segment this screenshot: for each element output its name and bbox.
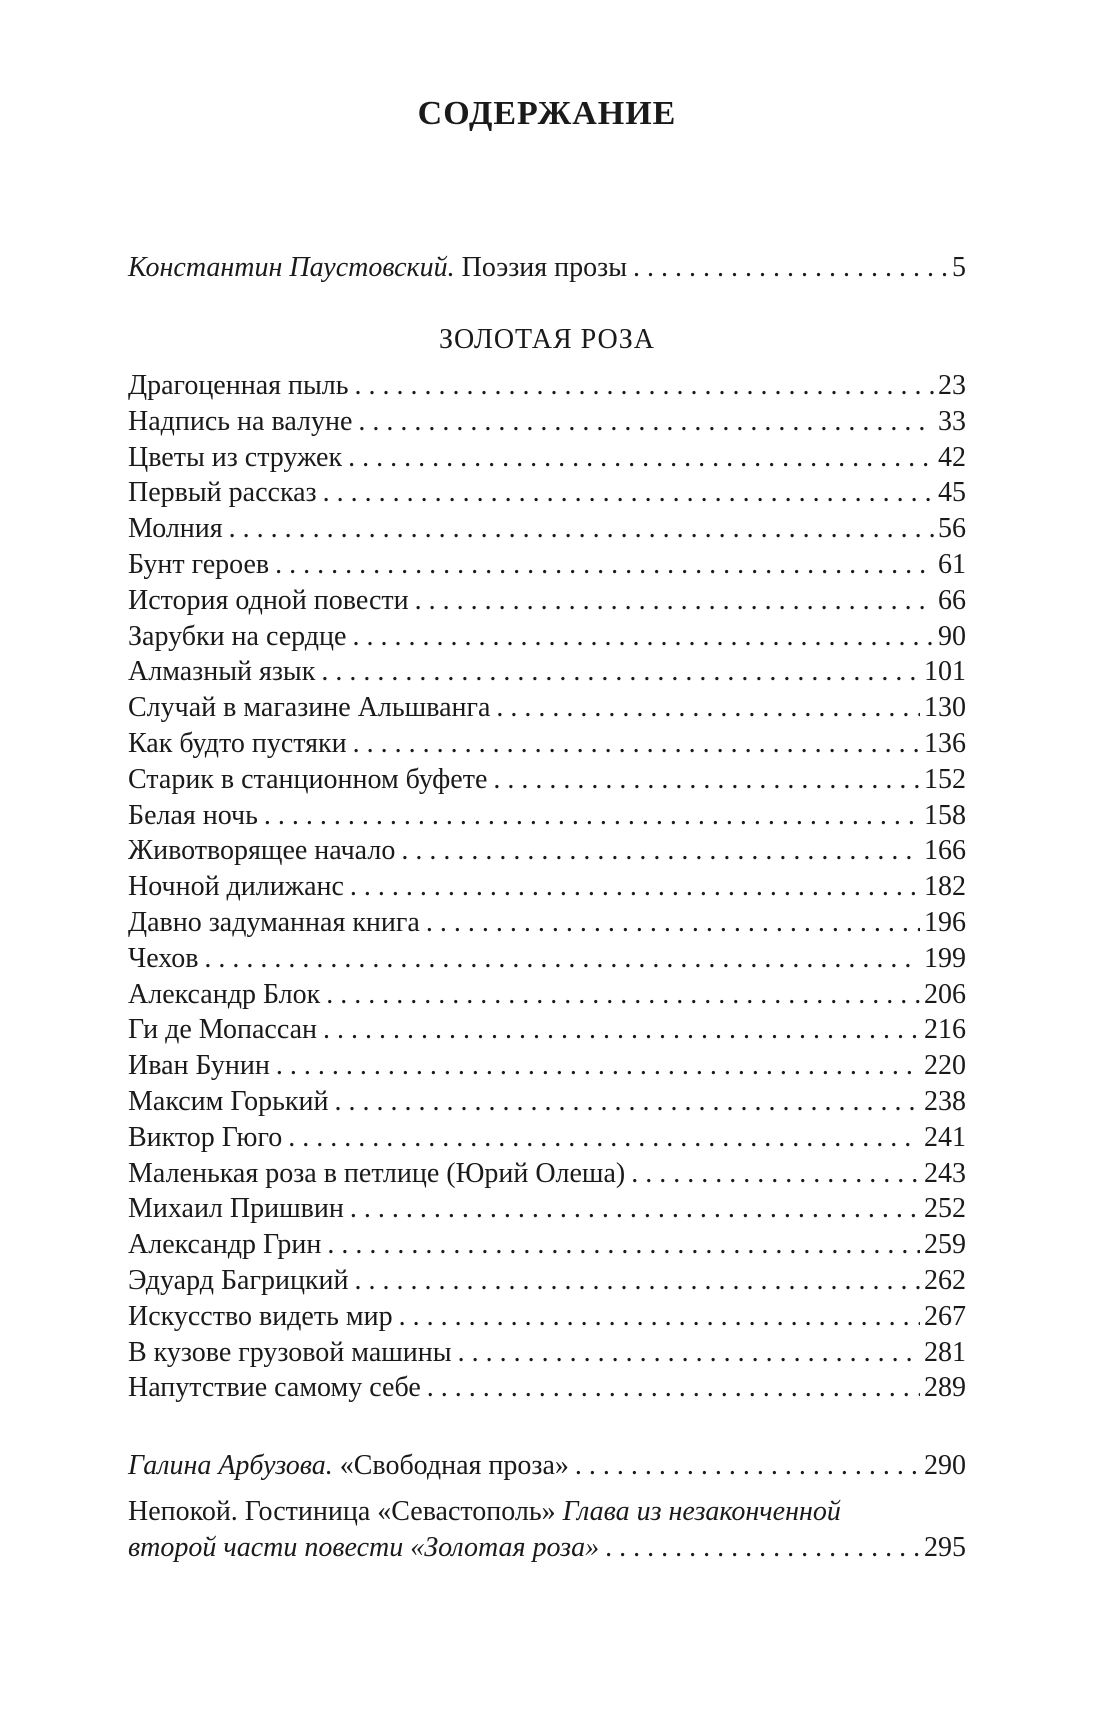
toc-entry-title: Первый рассказ — [128, 477, 317, 509]
toc-entry-title: Александр Блок — [128, 978, 321, 1010]
toc-entry-page: 61 — [938, 548, 966, 580]
toc-entry-page: 243 — [924, 1157, 966, 1189]
dot-leader — [334, 1084, 920, 1120]
toc-entry-page: 281 — [924, 1336, 966, 1368]
toc-entry-title: Белая ночь — [128, 799, 258, 831]
toc-entry-title: Маленькая роза в петлице (Юрий Олеша) — [128, 1157, 626, 1189]
toc-entry-title: Виктор Гюго — [128, 1121, 283, 1153]
appendix-subtitle-line1: Глава из незаконченной — [555, 1496, 841, 1527]
toc-entry-page: 262 — [924, 1264, 966, 1296]
toc-entry-page: 158 — [924, 799, 966, 831]
toc-entry-title: В кузове грузовой машины — [128, 1336, 452, 1368]
toc-entry-title: Драгоценная пыль — [128, 370, 349, 401]
toc-row — [128, 250, 966, 286]
toc-entry-page: 206 — [924, 978, 966, 1010]
appendix-entry — [128, 1494, 966, 1566]
dot-leader — [355, 1263, 921, 1299]
dot-leader — [327, 1227, 920, 1263]
toc-row — [128, 798, 966, 834]
toc-entry-page: 199 — [924, 942, 966, 974]
toc-entry-title: Искусство видеть мир — [128, 1300, 393, 1332]
toc-entry-page: 5 — [952, 252, 966, 283]
toc-row — [128, 1530, 966, 1566]
toc-entry-page: 216 — [924, 1014, 966, 1046]
toc-entry-text: Поэзия прозы — [454, 252, 628, 283]
toc-entry-title: Чехов — [128, 942, 199, 974]
toc-entry-title: Ночной дилижанс — [128, 871, 344, 903]
toc-row — [128, 1263, 966, 1299]
toc-entry-title: Напутствие самому себе — [128, 1372, 421, 1404]
toc-entry-text: «Свободная проза» — [332, 1450, 569, 1481]
toc-row — [128, 1448, 966, 1484]
toc-row — [128, 977, 966, 1013]
dot-leader — [264, 798, 920, 834]
dot-leader — [321, 654, 920, 690]
dot-leader — [399, 1299, 920, 1335]
dot-leader — [633, 250, 948, 286]
toc-row — [128, 511, 966, 547]
toc-row — [128, 368, 966, 404]
toc-row — [128, 1012, 966, 1048]
dot-leader — [352, 619, 934, 655]
dot-leader — [323, 475, 934, 511]
appendix-subtitle-line2: второй части повести «Золотая роза» — [128, 1532, 600, 1563]
toc-row — [128, 475, 966, 511]
toc-row — [128, 905, 966, 941]
toc-entry-title: Животворящее начало — [128, 835, 396, 867]
toc-row — [128, 404, 966, 440]
toc-row — [128, 762, 966, 798]
dot-leader — [353, 726, 920, 762]
toc-entry-author: Галина Арбузова. — [128, 1450, 333, 1481]
toc-entry-title: История одной повести — [128, 584, 409, 616]
dot-leader — [229, 511, 934, 547]
dot-leader — [326, 977, 920, 1013]
toc-entry-title: Как будто пустяки — [128, 727, 347, 759]
dot-leader — [426, 905, 920, 941]
toc-row — [128, 1227, 966, 1263]
toc-row — [128, 1120, 966, 1156]
toc-entry-page: 290 — [924, 1450, 966, 1481]
toc-entry-title: Иван Бунин — [128, 1050, 270, 1082]
toc-row — [128, 1191, 966, 1227]
toc-row — [128, 1156, 966, 1192]
dot-leader — [348, 440, 934, 476]
toc-row — [128, 833, 966, 869]
afterword-entry — [128, 1448, 966, 1484]
toc-entry-title: Зарубки на сердце — [128, 620, 347, 652]
dot-leader — [350, 869, 920, 905]
toc-entry-title: Алмазный язык — [128, 656, 316, 688]
toc-entry-page: 42 — [938, 441, 966, 473]
dot-leader — [401, 833, 920, 869]
dot-leader — [631, 1156, 920, 1192]
toc-entry-title: Молния — [128, 513, 223, 545]
toc-row — [128, 1370, 966, 1406]
dot-leader — [575, 1448, 920, 1484]
toc-list — [128, 368, 966, 1406]
toc-row — [128, 1084, 966, 1120]
toc-entry-title — [128, 1448, 569, 1484]
dot-leader — [358, 404, 934, 440]
dot-leader — [275, 547, 934, 583]
dot-leader — [458, 1335, 920, 1371]
intro-entry — [128, 250, 966, 286]
toc-entry-title: Бунт героев — [128, 548, 270, 580]
toc-entry-page: 295 — [924, 1532, 966, 1563]
toc-row — [128, 690, 966, 726]
toc-entry-page: 220 — [924, 1050, 966, 1082]
toc-entry-title: Александр Грин — [128, 1229, 322, 1261]
toc-row — [128, 1299, 966, 1335]
toc-entry-page: 238 — [924, 1085, 966, 1117]
toc-entry-page: 66 — [938, 584, 966, 616]
toc-entry-title: Михаил Пришвин — [128, 1193, 344, 1225]
toc-entry-page: 152 — [924, 763, 966, 795]
toc-row — [128, 619, 966, 655]
dot-leader — [350, 1191, 920, 1227]
toc-entry-page: 130 — [924, 692, 966, 724]
toc-entry-page: 166 — [924, 835, 966, 867]
toc-entry-title: Эдуард Багрицкий — [128, 1264, 349, 1296]
toc-entry-page: 259 — [924, 1229, 966, 1261]
toc-row — [128, 726, 966, 762]
toc-entry-title: Цветы из стружек — [128, 441, 343, 473]
dot-leader — [204, 941, 920, 977]
toc-entry-title: Максим Горький — [128, 1085, 329, 1117]
toc-entry-page: 289 — [924, 1372, 966, 1404]
toc-entry-page: 136 — [924, 727, 966, 759]
dot-leader — [276, 1048, 920, 1084]
toc-entry-title: Старик в станционном буфете — [128, 763, 488, 795]
dot-leader — [288, 1120, 920, 1156]
toc-row — [128, 440, 966, 476]
dot-leader — [415, 583, 934, 619]
toc-row — [128, 1048, 966, 1084]
section-title: ЗОЛОТАЯ РОЗА — [438, 324, 656, 355]
toc-row — [128, 869, 966, 905]
toc-entry-title — [128, 250, 627, 286]
toc-entry-title: Ги де Мопассан — [128, 1014, 317, 1046]
appendix-title-line — [128, 1494, 966, 1530]
toc-entry-page: 90 — [938, 620, 966, 652]
toc-entry-page: 182 — [924, 871, 966, 903]
toc-entry-page: 241 — [924, 1121, 966, 1153]
toc-entry-page: 56 — [938, 513, 966, 545]
dot-leader — [496, 690, 920, 726]
toc-entry-page: 252 — [924, 1193, 966, 1225]
dot-leader — [493, 762, 920, 798]
toc-row — [128, 941, 966, 977]
toc-row — [128, 583, 966, 619]
toc-entry-page: 267 — [924, 1300, 966, 1332]
dot-leader — [605, 1530, 920, 1566]
toc-row — [128, 1335, 966, 1371]
dot-leader — [323, 1012, 920, 1048]
appendix-title: Непокой. Гостиница «Севастополь» — [128, 1496, 556, 1527]
toc-entry-page: 33 — [938, 405, 966, 437]
dot-leader — [355, 368, 934, 404]
toc-entry-page: 23 — [938, 370, 966, 401]
page-title: СОДЕРЖАНИЕ — [417, 95, 677, 132]
toc-entry-page: 101 — [924, 656, 966, 688]
dot-leader — [427, 1370, 920, 1406]
toc-row — [128, 547, 966, 583]
toc-entry-title: Случай в магазине Альшванга — [128, 692, 491, 724]
toc-entry-title: Надпись на валуне — [128, 405, 353, 437]
toc-entry-page: 45 — [938, 477, 966, 509]
toc-row — [128, 654, 966, 690]
toc-entry-author: Константин Паустовский. — [128, 252, 455, 283]
toc-entry-title: Давно задуманная книга — [128, 906, 420, 938]
toc-entry-page: 196 — [924, 906, 966, 938]
